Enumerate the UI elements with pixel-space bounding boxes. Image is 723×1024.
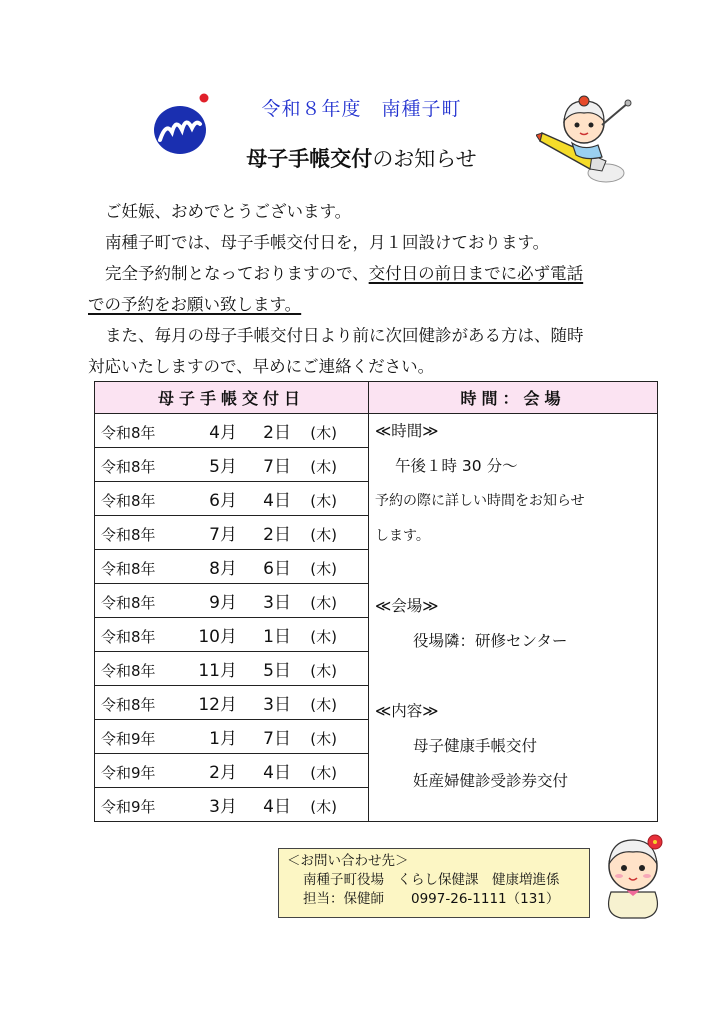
- era: 令和8年: [101, 696, 156, 714]
- month: 12月: [198, 695, 237, 715]
- intro-text: [88, 196, 688, 382]
- date-cell: [95, 482, 369, 516]
- weekday: (木): [310, 628, 337, 646]
- weekday: (木): [310, 696, 337, 714]
- day: 2日: [263, 525, 291, 545]
- weekday: (木): [310, 560, 337, 578]
- month: 4月: [209, 423, 237, 443]
- day: 7日: [263, 457, 291, 477]
- town-name: 南種子町: [381, 98, 462, 120]
- time-note-2: します。: [375, 528, 430, 544]
- info-cell: [369, 414, 658, 822]
- era: 令和8年: [101, 424, 156, 442]
- content-heading: ≪内容≫: [375, 702, 439, 720]
- month: 10月: [198, 627, 237, 647]
- month: 5月: [209, 457, 237, 477]
- day: 4日: [263, 797, 291, 817]
- table-header-row: [95, 382, 658, 414]
- rocket-mascot-illustration: [536, 95, 640, 187]
- day: 4日: [263, 763, 291, 783]
- spacer: [369, 659, 657, 694]
- spacer: [369, 554, 657, 589]
- day: 2日: [263, 423, 291, 443]
- era: 令和8年: [101, 492, 156, 510]
- content-item-2: 妊産婦健診受診券交付: [413, 772, 569, 790]
- time-heading: ≪時間≫: [375, 422, 439, 440]
- contact-heading: ＜お問い合わせ先＞: [287, 853, 409, 869]
- month: 6月: [209, 491, 237, 511]
- date-cell: [95, 448, 369, 482]
- weekday: (木): [310, 730, 337, 748]
- title-bold: 母子手帳交付: [246, 147, 373, 171]
- date-cell: [95, 618, 369, 652]
- weekday: (木): [310, 594, 337, 612]
- paragraph-reservation-cont: [88, 289, 688, 320]
- era: 令和8年: [101, 662, 156, 680]
- weekday: (木): [310, 764, 337, 782]
- paragraph-checkup-1: また、毎月の母子手帳交付日より前に次回健診がある方は、随時: [105, 326, 584, 345]
- girl-mascot-illustration: [593, 830, 673, 922]
- era: 令和9年: [101, 730, 156, 748]
- era: 令和8年: [101, 526, 156, 544]
- paragraph-checkup-2: 対応いたしますので、早めにご連絡ください。: [88, 357, 435, 376]
- day: 6日: [263, 559, 291, 579]
- contact-office: 南種子町役場 くらし保健課 健康増進係: [303, 872, 560, 888]
- contact-person-phone: 担当：保健師 0997-26-1111（131）: [303, 891, 560, 907]
- table-row: [95, 414, 658, 448]
- date-cell: [95, 550, 369, 584]
- date-cell: [95, 686, 369, 720]
- month: 8月: [209, 559, 237, 579]
- month: 7月: [209, 525, 237, 545]
- month: 3月: [209, 797, 237, 817]
- day: 7日: [263, 729, 291, 749]
- date-cell: [95, 652, 369, 686]
- era: 令和8年: [101, 628, 156, 646]
- date-cell: [95, 584, 369, 618]
- era: 令和9年: [101, 798, 156, 816]
- day: 3日: [263, 593, 291, 613]
- title-rest: のお知らせ: [372, 147, 477, 171]
- reservation-emphasis-1: 交付日の前日までに必ず電話: [368, 264, 584, 283]
- paragraph-congrats: ご妊娠、おめでとうございます。: [105, 202, 352, 221]
- weekday: (木): [310, 458, 337, 476]
- date-cell: [95, 788, 369, 822]
- time-value: 午後１時 30 分～: [395, 457, 518, 475]
- weekday: (木): [310, 424, 337, 442]
- day: 4日: [263, 491, 291, 511]
- month: 2月: [209, 763, 237, 783]
- paragraph-reservation: [88, 258, 688, 289]
- era: 令和8年: [101, 458, 156, 476]
- schedule-table: [94, 381, 658, 822]
- month: 1月: [209, 729, 237, 749]
- weekday: (木): [310, 492, 337, 510]
- day: 1日: [263, 627, 291, 647]
- date-cell: [95, 754, 369, 788]
- paragraph-schedule: 南種子町では、母子手帳交付日を，月１回設けております。: [105, 233, 550, 252]
- era: 令和9年: [101, 764, 156, 782]
- month: 11月: [198, 661, 237, 681]
- day: 5日: [263, 661, 291, 681]
- date-cell: [95, 516, 369, 550]
- contact-box: [278, 848, 590, 918]
- content-item-1: 母子健康手帳交付: [413, 737, 538, 755]
- venue-heading: ≪会場≫: [375, 597, 439, 615]
- fiscal-year: 令和８年度: [261, 98, 362, 120]
- date-cell: [95, 720, 369, 754]
- weekday: (木): [310, 526, 337, 544]
- date-cell: [95, 414, 369, 448]
- time-note-1: 予約の際に詳しい時間をお知らせ: [375, 493, 585, 509]
- day: 3日: [263, 695, 291, 715]
- header-time-venue: 時間：会場: [369, 382, 658, 414]
- month: 9月: [209, 593, 237, 613]
- reservation-emphasis-2: での予約をお願い致します。: [88, 295, 302, 314]
- header-issue-date: 母子手帳交付日: [95, 382, 369, 414]
- weekday: (木): [310, 798, 337, 816]
- venue-value: 役場隣：研修センター: [413, 632, 568, 650]
- era: 令和8年: [101, 594, 156, 612]
- era: 令和8年: [101, 560, 156, 578]
- reservation-plain: 完全予約制となっておりますので、: [105, 264, 369, 283]
- weekday: (木): [310, 662, 337, 680]
